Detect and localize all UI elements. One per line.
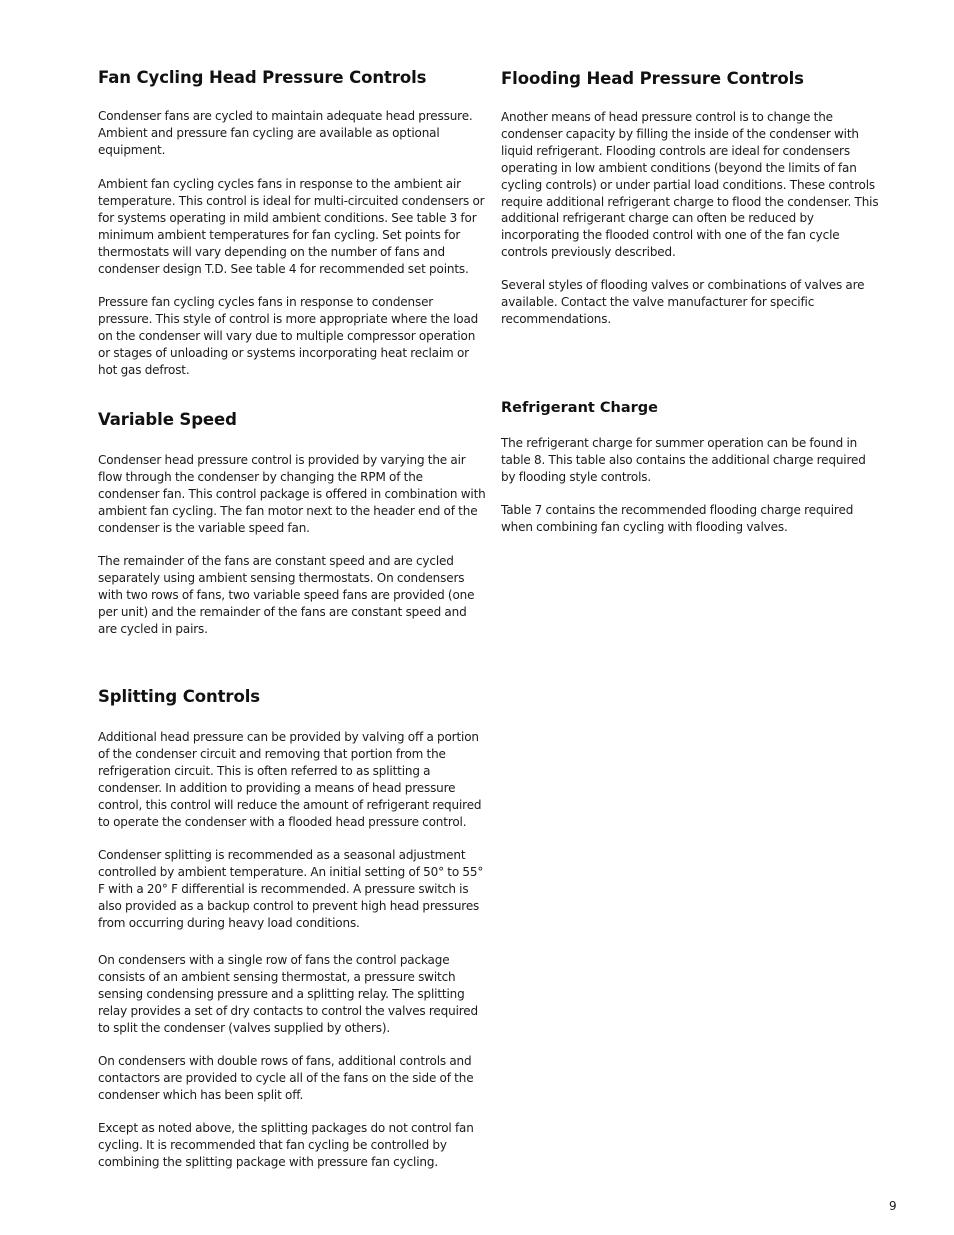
flooding-paragraph-1: Another means of head pressure control is to change the condenser capacity by filling the inside of the condenser with liquid refrigerant. Flooding controls are ideal for condensers operating in low ambient conditions (beyond the limits of fan cycling controls) or under partial load conditions. These controls require additional refrigerant charge to flood the condenser. This additional refrigerant charge can often be reduced by incorporating the flooded control with one of the fan cycle controls previously described.: [501, 110, 879, 260]
splitting-paragraph-4: On condensers with double rows of fans, additional controls and contactors are provided to cycle all of the fans on the side of the condenser which has been split off.: [98, 1054, 474, 1102]
flooding-paragraph-2: Several styles of flooding valves or combinations of valves are available. Contact the valve manufacturer for specific recommendations.: [501, 278, 865, 326]
refrigerant-charge-paragraph-1: The refrigerant charge for summer operation can be found in table 8. This table also contains the additional charge required by flooding style controls.: [501, 436, 866, 484]
refrigerant-charge-heading: Refrigerant Charge: [501, 400, 658, 416]
splitting-paragraph-5: Except as noted above, the splitting packages do not control fan cycling. It is recommended that fan cycling be controlled by combining the splitting package with pressure fan cycling.: [98, 1121, 474, 1169]
fan-cycling-heading: Fan Cycling Head Pressure Controls: [98, 68, 427, 87]
splitting-paragraph-2: Condenser splitting is recommended as a seasonal adjustment controlled by ambient temperature. An initial setting of 50° to 55° F with a 20° F differential is recommended. A pressure switch is also provided as a backup control to prevent high head pressures from occurring during heavy load conditions.: [98, 848, 484, 930]
splitting-heading: Splitting Controls: [98, 687, 260, 706]
flooding-heading: Flooding Head Pressure Controls: [501, 69, 804, 88]
variable-speed-heading: Variable Speed: [98, 410, 237, 429]
fan-cycling-paragraph-3: Pressure fan cycling cycles fans in response to condenser pressure. This style of control is more appropriate where the load on the condenser will vary due to multiple compressor operation or stages of unloading or systems incorporating heat reclaim or hot gas defrost.: [98, 295, 479, 377]
variable-speed-paragraph-2: The remainder of the fans are constant speed and are cycled separately using ambient sensing thermostats. On condensers with two rows of fans, two variable speed fans are provided (one per unit) and the remainder of the fans are constant speed and are cycled in pairs.: [98, 554, 475, 636]
splitting-paragraph-1: Additional head pressure can be provided by valving off a portion of the condenser circuit and removing that portion from the refrigeration circuit. This is often referred to as splitting a condenser. In addition to providing a means of head pressure control, this control will reduce the amount of refrigerant required to operate the condenser with a flooded head pressure control.: [98, 730, 482, 829]
splitting-paragraph-3: On condensers with a single row of fans the control package consists of an ambient sensing thermostat, a pressure switch sensing condensing pressure and a splitting relay. The splitting relay provides a set of dry contacts to control the valves required to split the condenser (valves supplied by others).: [98, 953, 478, 1035]
fan-cycling-paragraph-1: Condenser fans are cycled to maintain adequate head pressure. Ambient and pressure fan cycling are available as optional equipment.: [98, 109, 473, 157]
page-number: 9: [889, 1199, 897, 1213]
fan-cycling-paragraph-2: Ambient fan cycling cycles fans in response to the ambient air temperature. This control is ideal for multi-circuited condensers or for systems operating in mild ambient conditions. See table 3 for minimum ambient temperatures for fan cycling. Set points for thermostats will vary depending on the number of fans and condenser design T.D. See table 4 for recommended set points.: [98, 177, 485, 276]
refrigerant-charge-paragraph-2: Table 7 contains the recommended flooding charge required when combining fan cycling with flooding valves.: [501, 503, 854, 534]
variable-speed-paragraph-1: Condenser head pressure control is provided by varying the air flow through the condenser by changing the RPM of the condenser fan. This control package is offered in combination with ambient fan cycling. The fan motor next to the header end of the condenser is the variable speed fan.: [98, 453, 486, 535]
